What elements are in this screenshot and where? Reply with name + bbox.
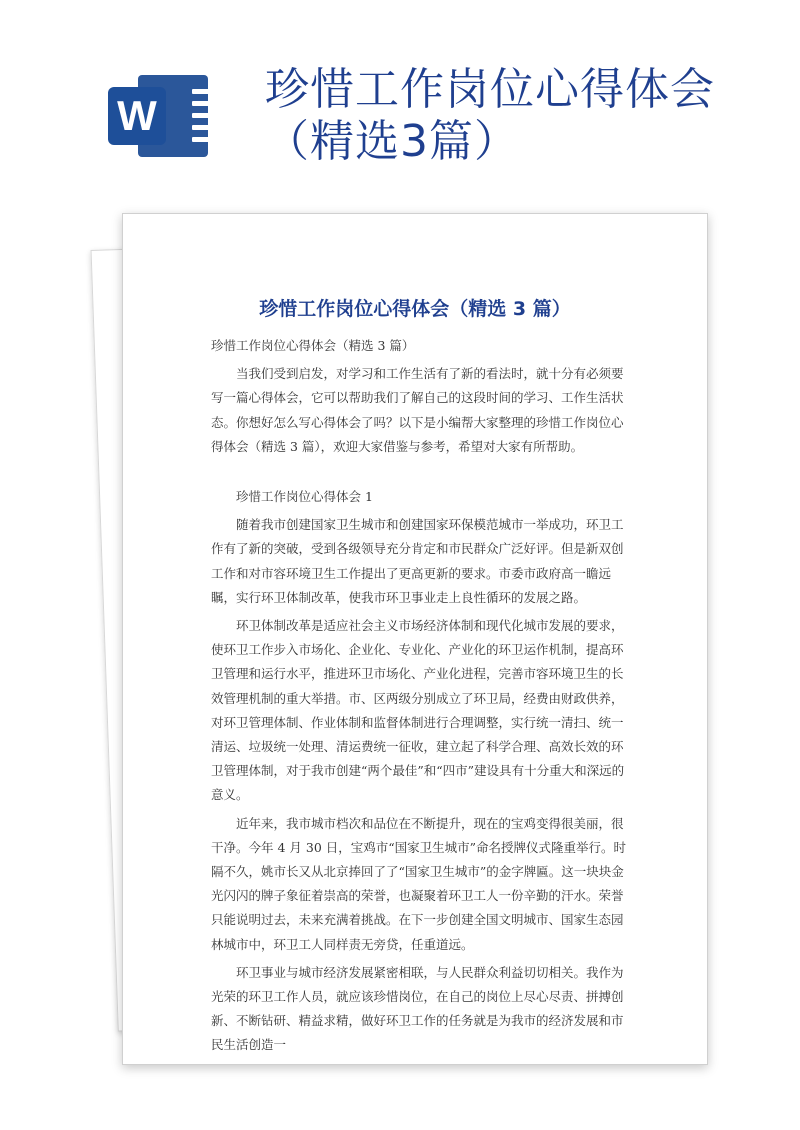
section-heading: 珍惜工作岗位心得体会 1: [236, 489, 373, 505]
document-lines-icon: [192, 89, 230, 149]
body-paragraph: 随着我市创建国家卫生城市和创建国家环保模范城市一举成功，环卫工作有了新的突破，受到各级领导充分肯定和市民群众广泛好评。但是新双创工作和对市容环境卫生工作提出了更高更新的要求。市委市政府高一瞻远瞩，实行环卫体制改革，使我市环卫事业走上良性循环的发展之路。: [211, 517, 624, 605]
document-subtitle: 珍惜工作岗位心得体会（精选 3 篇）: [211, 338, 415, 353]
page-title: [265, 64, 785, 168]
page-title-line2: （精选3篇）: [265, 116, 519, 167]
page-title-line1: 珍惜工作岗位心得体会: [265, 64, 715, 115]
word-app-icon: [108, 75, 212, 157]
body-paragraph: 环卫事业与城市经济发展紧密相联，与人民群众利益切切相关。我作为光荣的环卫工作人员，就应该珍惜岗位，在自己的岗位上尽心尽责、拼搏创新、不断钻研、精益求精，做好环卫工作的任务就是为我市的经济发展和市民生活创造一: [211, 964, 624, 1053]
body-paragraph: 近年来，我市城市档次和品位在不断提升，现在的宝鸡变得很美丽，很干净。今年 4 月 30 日，宝鸡市“国家卫生城市”命名授牌仪式隆重举行。时隔不久，姚市长又从北京捧回了了“国家卫生城市”的金字牌匾。这一块块金光闪闪的牌子象征着崇高的荣誉，也凝聚着环卫工人一份辛勤的汗水。荣誉只能说明过去，未来充满着挑战。在下一步创建全国文明城市、国家生态园林城市中，环卫工人同样责无旁贷，任重道远。: [211, 815, 627, 952]
document-title: 珍惜工作岗位心得体会（精选 3 篇）: [259, 298, 571, 320]
word-w-badge: W: [108, 87, 166, 145]
intro-paragraph: 当我们受到启发，对学习和工作生活有了新的看法时，就十分有必须要写一篇心得体会，它可以帮助我们了解自己的这段时间的学习、工作生活状态。你想好怎么写心得体会了吗？以下是小编帮大家整理的珍惜工作岗位心得体会（精选 3 篇），欢迎大家借鉴与参考，希望对大家有所帮助。: [211, 366, 624, 454]
body-paragraph: 环卫体制改革是适应社会主义市场经济体制和现代化城市发展的要求，使环卫工作步入市场化、企业化、专业化、产业化的环卫运作机制，提高环卫管理和运行水平，推进环卫市场化、产业化进程，完善市容环境卫生的长效管理机制的重大举措。市、区两级分别成立了环卫局，经费由财政供养，对环卫管理体制、作业体制和监督体制进行合理调整，实行统一清扫、统一清运、垃圾统一处理、清运费统一征收，建立起了科学合理、高效长效的环卫管理体制，对于我市创建“两个最佳”和“四市”建设具有十分重大和深远的意义。: [211, 618, 625, 803]
document-body: [211, 334, 631, 1058]
document-page: [122, 213, 708, 1065]
